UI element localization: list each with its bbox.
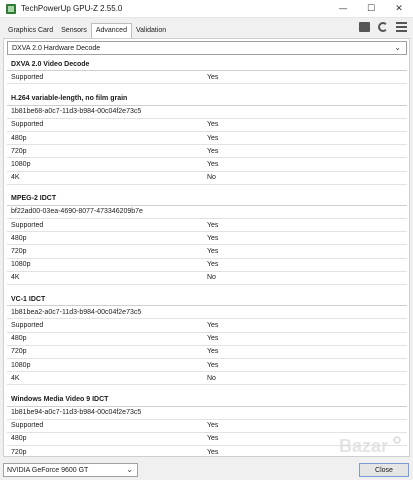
property-row bbox=[7, 319, 407, 332]
codec-guid: 1b81be94-a0c7-11d3-b984-00c04f2e73c5 bbox=[11, 409, 142, 417]
property-label: 480p bbox=[11, 234, 27, 242]
property-label: Supported bbox=[11, 121, 44, 129]
minimize-button[interactable]: — bbox=[338, 3, 348, 14]
close-button[interactable]: Close bbox=[359, 463, 409, 477]
property-row bbox=[7, 259, 407, 272]
codec-guid-row bbox=[7, 106, 407, 119]
property-label: 720p bbox=[11, 248, 27, 256]
section-title: DXVA 2.0 Video Decode bbox=[11, 60, 90, 68]
property-label: 4K bbox=[11, 374, 20, 382]
section-header bbox=[7, 193, 407, 206]
property-value: No bbox=[207, 274, 216, 282]
chevron-down-icon: ⌄ bbox=[126, 465, 133, 474]
property-value: No bbox=[207, 374, 216, 382]
property-value: Yes bbox=[207, 348, 219, 356]
property-label: Supported bbox=[11, 422, 44, 430]
property-row bbox=[7, 132, 407, 145]
property-value: Yes bbox=[207, 147, 219, 155]
property-row bbox=[7, 158, 407, 171]
advanced-panel bbox=[3, 38, 410, 457]
property-row bbox=[7, 119, 407, 132]
tab-advanced[interactable]: Advanced bbox=[91, 23, 132, 38]
codec-guid-row bbox=[7, 306, 407, 319]
codec-guid: bf22ad00-03ea-4690-8077-473346209b7e bbox=[11, 208, 143, 216]
property-label: 720p bbox=[11, 448, 27, 456]
row-spacer bbox=[7, 185, 407, 193]
section-title: VC-1 IDCT bbox=[11, 295, 46, 303]
property-row bbox=[7, 333, 407, 346]
property-label: 480p bbox=[11, 335, 27, 343]
property-label: 1080p bbox=[11, 160, 31, 168]
property-list[interactable] bbox=[7, 58, 407, 457]
tab-graphics-card[interactable]: Graphics Card bbox=[8, 27, 54, 34]
property-value: Yes bbox=[207, 160, 219, 168]
property-value: Yes bbox=[207, 361, 219, 369]
title-bar bbox=[0, 0, 413, 18]
section-header bbox=[7, 393, 407, 406]
refresh-icon[interactable] bbox=[378, 22, 388, 32]
section-header bbox=[7, 293, 407, 306]
property-label: Supported bbox=[11, 321, 44, 329]
property-row bbox=[7, 172, 407, 185]
section-header bbox=[7, 92, 407, 105]
row-spacer bbox=[7, 285, 407, 293]
tab-toolbar bbox=[359, 22, 407, 32]
menu-icon[interactable] bbox=[396, 22, 407, 32]
property-label: 1080p bbox=[11, 361, 31, 369]
property-label: 4K bbox=[11, 274, 20, 282]
property-row bbox=[7, 272, 407, 285]
property-row bbox=[7, 359, 407, 372]
property-value: Yes bbox=[207, 321, 219, 329]
row-spacer bbox=[7, 84, 407, 92]
codec-guid-row bbox=[7, 407, 407, 420]
property-row bbox=[7, 145, 407, 158]
gpuz-app-icon bbox=[6, 4, 16, 14]
codec-guid: 1b81bea2-a0c7-11d3-b984-00c04f2e73c5 bbox=[11, 308, 142, 316]
codec-guid: 1b81be68-a0c7-11d3-b984-00c04f2e73c5 bbox=[11, 108, 142, 116]
property-label: 1080p bbox=[11, 261, 31, 269]
row-spacer bbox=[7, 385, 407, 393]
property-label: 480p bbox=[11, 435, 27, 443]
property-label: 4K bbox=[11, 174, 20, 182]
property-value: Yes bbox=[207, 448, 219, 456]
property-value: Yes bbox=[207, 134, 219, 142]
property-value: Yes bbox=[207, 261, 219, 269]
section-title: MPEG-2 IDCT bbox=[11, 195, 57, 203]
tab-sensors[interactable]: Sensors bbox=[61, 27, 87, 34]
section-title: H.264 variable-length, no film grain bbox=[11, 94, 128, 102]
section-header bbox=[7, 58, 407, 71]
property-value: Yes bbox=[207, 335, 219, 343]
property-value: No bbox=[207, 174, 216, 182]
chevron-down-icon: ⌄ bbox=[394, 43, 401, 52]
property-row bbox=[7, 71, 407, 84]
property-value: Yes bbox=[207, 234, 219, 242]
codec-guid-row bbox=[7, 206, 407, 219]
property-label: 720p bbox=[11, 147, 27, 155]
category-dropdown[interactable] bbox=[7, 41, 407, 55]
property-value: Yes bbox=[207, 73, 219, 81]
property-label: 480p bbox=[11, 134, 27, 142]
property-label: 720p bbox=[11, 348, 27, 356]
property-value: Yes bbox=[207, 422, 219, 430]
property-row bbox=[7, 433, 407, 446]
property-row bbox=[7, 245, 407, 258]
property-row bbox=[7, 446, 407, 457]
property-value: Yes bbox=[207, 435, 219, 443]
property-row bbox=[7, 420, 407, 433]
property-row bbox=[7, 232, 407, 245]
camera-icon[interactable] bbox=[359, 22, 370, 32]
category-dropdown-value: DXVA 2.0 Hardware Decode bbox=[12, 44, 101, 52]
window-title: TechPowerUp GPU-Z 2.55.0 bbox=[21, 4, 123, 13]
watermark-text: Bazar bbox=[339, 436, 389, 456]
property-value: Yes bbox=[207, 121, 219, 129]
property-row bbox=[7, 372, 407, 385]
maximize-button[interactable]: ☐ bbox=[366, 3, 376, 14]
property-value: Yes bbox=[207, 221, 219, 229]
gpu-name: NVIDIA GeForce 9600 GT bbox=[7, 466, 89, 474]
gpu-selector[interactable] bbox=[3, 463, 138, 477]
property-value: Yes bbox=[207, 248, 219, 256]
property-row bbox=[7, 346, 407, 359]
property-label: Supported bbox=[11, 221, 44, 229]
property-label: Supported bbox=[11, 73, 44, 81]
close-window-button[interactable]: ✕ bbox=[395, 3, 403, 14]
tab-validation[interactable]: Validation bbox=[135, 27, 167, 34]
tab-bar bbox=[0, 18, 413, 38]
property-row bbox=[7, 219, 407, 232]
bottom-bar bbox=[0, 460, 413, 480]
section-title: Windows Media Video 9 IDCT bbox=[11, 395, 109, 403]
